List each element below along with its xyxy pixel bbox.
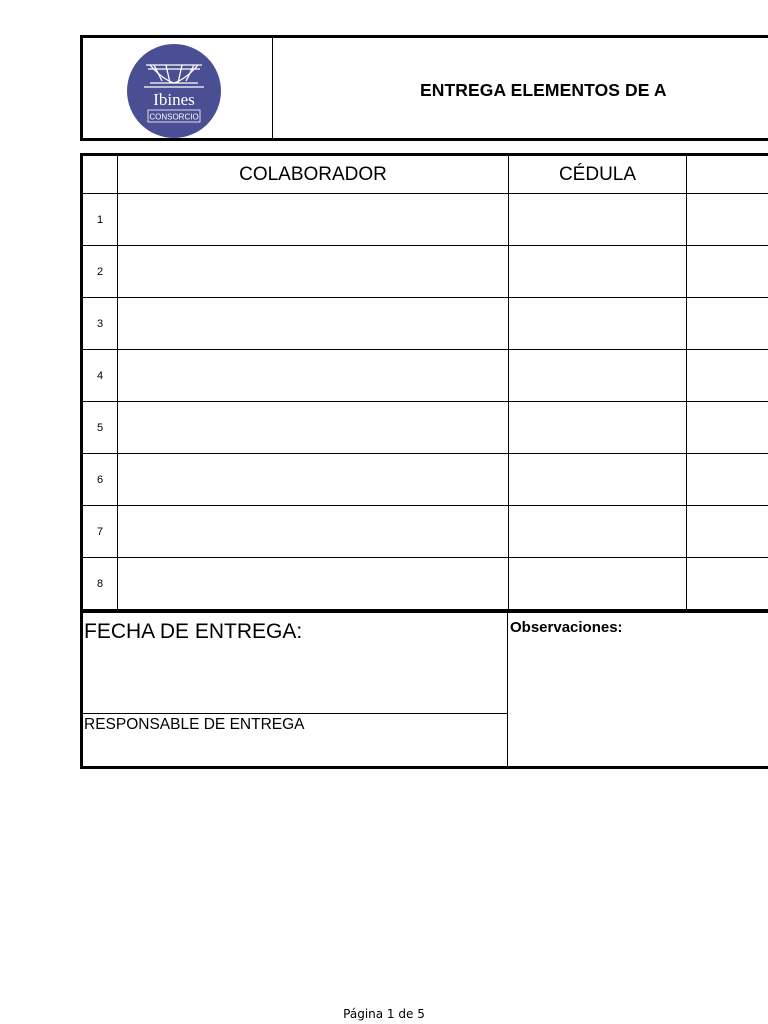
row-number: 8 — [83, 558, 118, 609]
extra-cell — [687, 506, 768, 557]
header-cedula: CÉDULA — [509, 156, 687, 193]
header-num — [83, 156, 118, 193]
colaborador-cell[interactable] — [118, 298, 509, 349]
form-title: ENTREGA ELEMENTOS DE A — [420, 80, 667, 100]
form-header — [80, 35, 768, 141]
row-number: 6 — [83, 454, 118, 505]
colaborador-cell[interactable] — [118, 246, 509, 297]
colaborador-cell[interactable] — [118, 506, 509, 557]
cedula-cell[interactable] — [509, 194, 687, 245]
table-header-row — [83, 156, 768, 194]
form-footer — [80, 610, 768, 769]
responsable-label: RESPONSABLE DE ENTREGA — [84, 716, 305, 733]
table-row — [83, 454, 768, 506]
responsable-box[interactable] — [83, 714, 508, 769]
cedula-cell[interactable] — [509, 402, 687, 453]
header-extra — [687, 156, 768, 193]
delivery-table — [80, 153, 768, 610]
extra-cell — [687, 350, 768, 401]
table-row — [83, 298, 768, 350]
header-colaborador: COLABORADOR — [118, 156, 509, 193]
extra-cell — [687, 454, 768, 505]
observaciones-box[interactable] — [508, 613, 768, 766]
title-cell — [273, 38, 768, 138]
cedula-cell[interactable] — [509, 350, 687, 401]
row-number: 1 — [83, 194, 118, 245]
logo-cell — [83, 38, 273, 138]
table-row — [83, 350, 768, 402]
table-row — [83, 558, 768, 610]
extra-cell — [687, 194, 768, 245]
ibines-logo — [126, 43, 222, 139]
row-number: 4 — [83, 350, 118, 401]
logo-brand-text: Ibines — [153, 90, 195, 109]
logo-sub-text: CONSORCIO — [149, 112, 199, 122]
row-number: 3 — [83, 298, 118, 349]
table-row — [83, 506, 768, 558]
cedula-cell[interactable] — [509, 454, 687, 505]
colaborador-cell[interactable] — [118, 558, 509, 609]
table-row — [83, 402, 768, 454]
colaborador-cell[interactable] — [118, 454, 509, 505]
row-number: 5 — [83, 402, 118, 453]
fecha-entrega-box[interactable] — [83, 613, 508, 714]
extra-cell — [687, 298, 768, 349]
extra-cell — [687, 558, 768, 609]
cedula-cell[interactable] — [509, 506, 687, 557]
colaborador-cell[interactable] — [118, 350, 509, 401]
cedula-cell[interactable] — [509, 246, 687, 297]
colaborador-cell[interactable] — [118, 402, 509, 453]
extra-cell — [687, 246, 768, 297]
fecha-entrega-label: FECHA DE ENTREGA: — [84, 620, 303, 643]
table-row — [83, 246, 768, 298]
page-indicator: Página 1 de 5 — [343, 1007, 425, 1021]
colaborador-cell[interactable] — [118, 194, 509, 245]
cedula-cell[interactable] — [509, 558, 687, 609]
row-number: 2 — [83, 246, 118, 297]
row-number: 7 — [83, 506, 118, 557]
table-row — [83, 194, 768, 246]
extra-cell — [687, 402, 768, 453]
cedula-cell[interactable] — [509, 298, 687, 349]
observaciones-label: Observaciones: — [510, 619, 623, 636]
